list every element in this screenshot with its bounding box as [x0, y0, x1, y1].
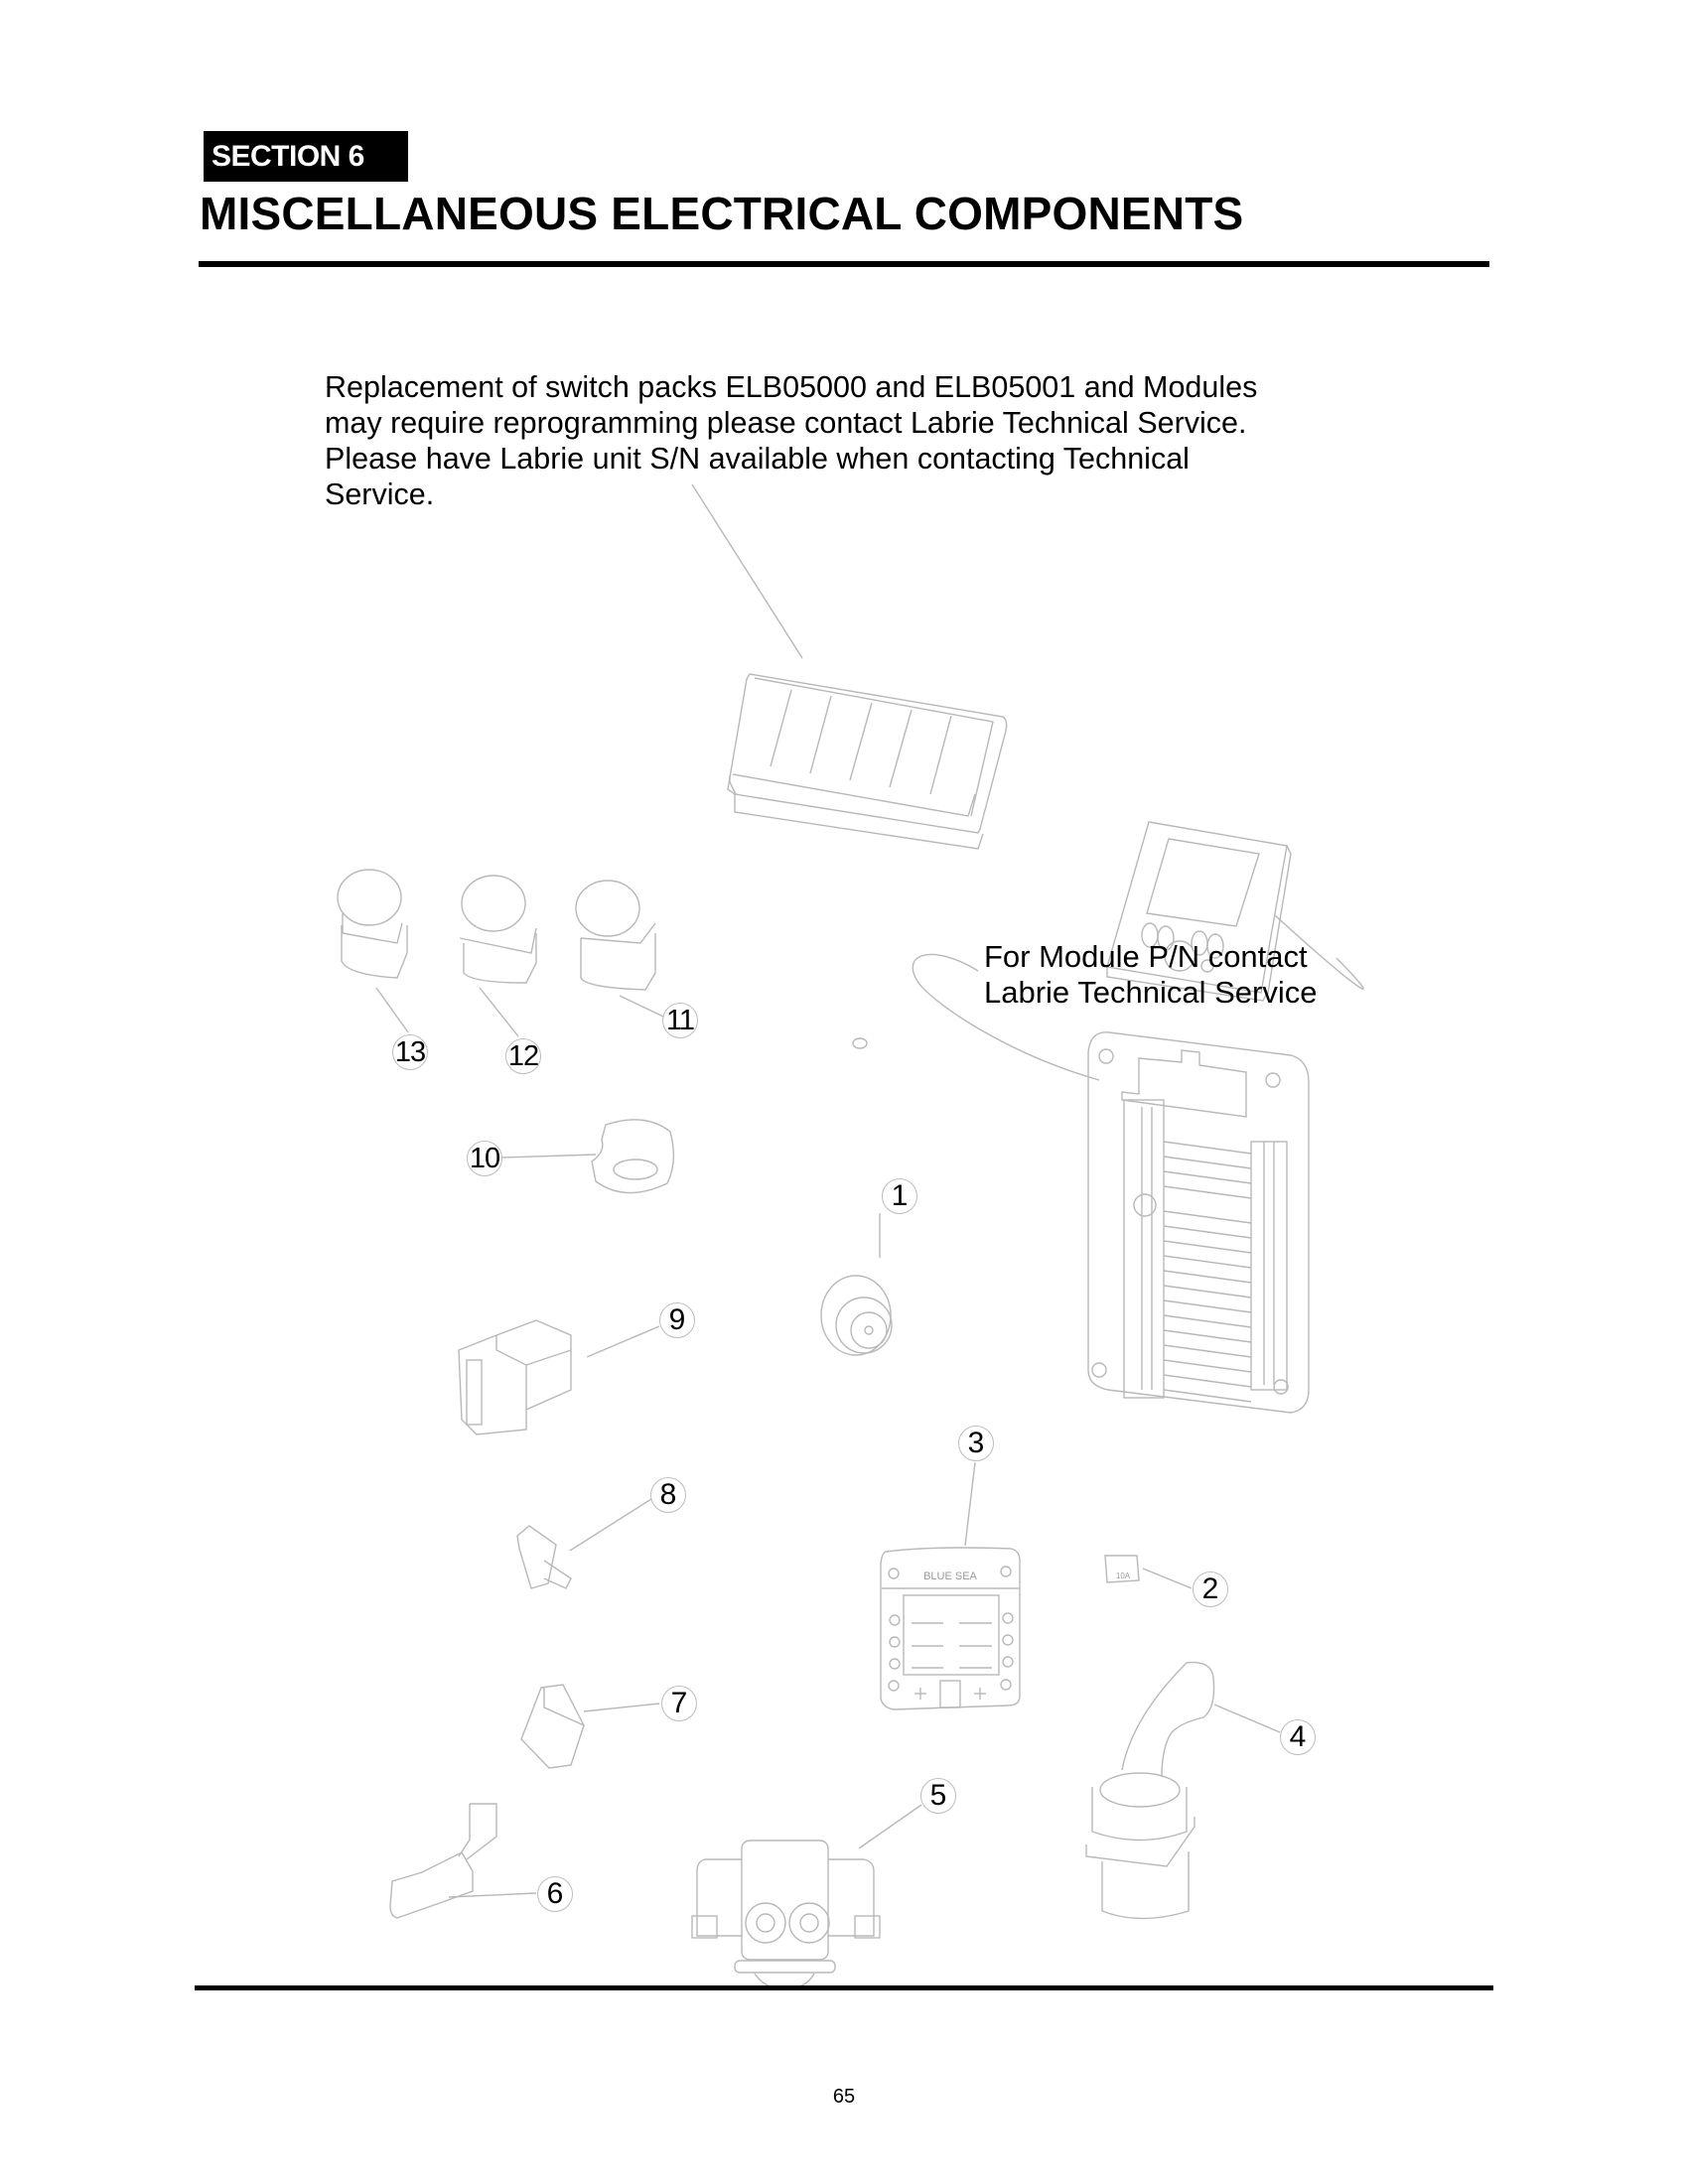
leader-line — [570, 1499, 651, 1551]
leader-line — [692, 484, 802, 658]
button-guard-icon — [592, 1120, 673, 1193]
note-line: Replacement of switch packs ELB05000 and ELB05001 and Modules — [325, 370, 1258, 404]
pushbutton-jaune-icon — [576, 881, 655, 990]
callout-4: 4 — [1280, 1719, 1316, 1755]
leader-line — [1143, 1569, 1192, 1588]
callout-10: 10 — [467, 1141, 502, 1176]
module-note-line: For Module P/N contact — [984, 939, 1308, 974]
leader-line — [620, 996, 663, 1017]
module-note — [984, 939, 1317, 1011]
leader-line — [859, 1805, 921, 1848]
leader-line — [965, 1462, 975, 1546]
round-connector-icon — [821, 1276, 892, 1355]
callout-6: 6 — [537, 1876, 573, 1912]
leader-line — [502, 1155, 596, 1158]
leader-line — [584, 1704, 659, 1711]
callout-3: 3 — [958, 1426, 994, 1461]
note-line: may require reprogramming please contact Labrie Technical Service. — [325, 406, 1247, 440]
callout-7: 7 — [661, 1686, 697, 1721]
callout-11: 11 — [662, 1003, 698, 1038]
fuse-block-label: BLUE SEA — [923, 1570, 977, 1582]
page-number: 65 — [832, 2086, 856, 2108]
leader-line — [480, 988, 518, 1036]
callout-12: 12 — [505, 1038, 541, 1074]
module-note-line: Labrie Technical Service — [984, 975, 1318, 1010]
callout-5: 5 — [920, 1778, 956, 1814]
leader-line — [1214, 1705, 1280, 1732]
solenoid-icon — [692, 1841, 880, 1989]
section-badge: SECTION 6 — [204, 131, 408, 182]
callout-1: 1 — [882, 1178, 917, 1214]
leader-line — [587, 1326, 659, 1357]
switch-pack-icon — [728, 674, 1007, 849]
callout-13: 13 — [392, 1034, 428, 1070]
fuse-label: 10A — [1115, 1571, 1131, 1580]
harness-connector-icon — [390, 1804, 496, 1918]
callout-8: 8 — [650, 1477, 686, 1513]
note-line: Service. — [325, 478, 435, 511]
pushbutton-rouge-icon — [338, 870, 407, 978]
note-line: Please have Labrie unit S/N available when contacting Technical — [325, 442, 1190, 476]
footer-rule — [195, 1985, 1493, 1990]
callout-9: 9 — [659, 1302, 695, 1338]
controller-module-icon — [1088, 1032, 1309, 1413]
callout-2: 2 — [1193, 1571, 1228, 1607]
joystick-icon — [1086, 1663, 1214, 1919]
page-title: MISCELLANEOUS ELECTRICAL COMPONENTS — [200, 188, 1244, 239]
small-connector-icon — [521, 1685, 584, 1768]
leader-line — [376, 988, 408, 1032]
pushbutton-vert-icon — [460, 876, 536, 983]
relay-icon — [517, 1526, 571, 1588]
deutsch-connector-icon — [459, 1320, 571, 1434]
